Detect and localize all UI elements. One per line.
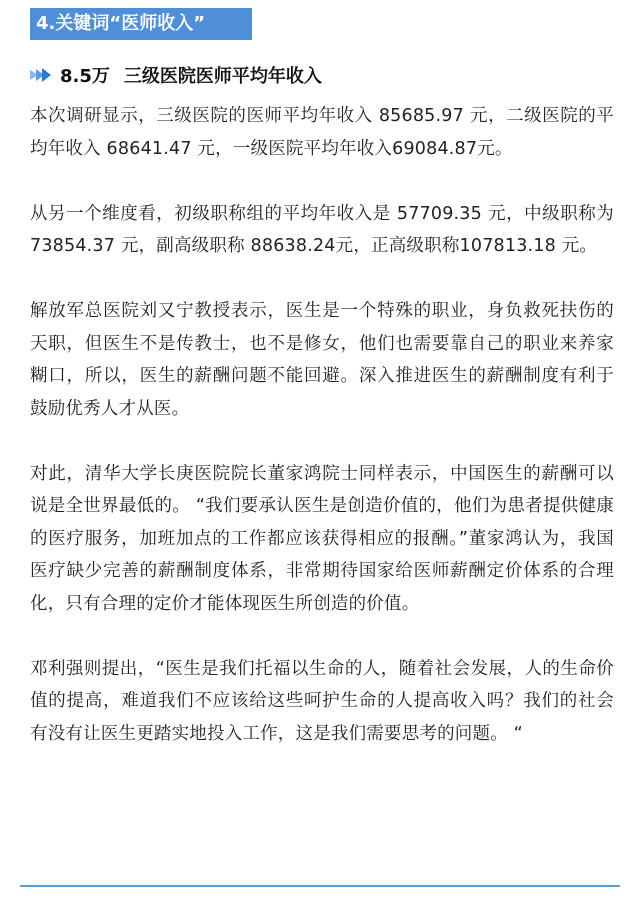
paragraph-hospital-income: 本次调研显示，三级医院的医师平均年收入 85685.97 元，二级医院的平均年收入 68641.47 元，一级医院平均年收入69084.87元。 <box>30 106 614 159</box>
subheading-title: 三级医院医师平均年收入 <box>123 66 322 87</box>
subheading <box>30 60 322 90</box>
bottom-divider <box>20 885 620 887</box>
paragraph-deng-liqiang: 邓利强则提出，“医生是我们托福以生命的人，随着社会发展，人的生命价值的提高，难道我们不应该给这些呵护生命的人提高收入吗？我们的社会有没有让医生更踏实地投入工作，这是我们需要思考的问题。 “ <box>30 658 614 744</box>
income-highlight-value: 8.5万 <box>60 66 110 87</box>
article-body <box>30 100 614 750</box>
double-arrow-icon <box>30 68 52 82</box>
paragraph-dong-jiahong: 对此，清华大学长庚医院院长董家鸿院士同样表示，中国医生的薪酬可以说是全世界最低的。 “我们要承认医生是创造价值的，他们为患者提供健康的医疗服务，加班加点的工作都应该获得相应的报酬。”董家鸿认为，我国医疗缺少完善的薪酬制度体系，非常期待国家给医师薪酬定价体系的合理化，只有合理的定价才能体现医生所创造的价值。 <box>30 463 614 614</box>
section-title-tag: 4.关键词“医师收入” <box>30 8 252 40</box>
paragraph-liu-youning: 解放军总医院刘又宁教授表示，医生是一个特殊的职业，身负救死扶伤的天职，但医生不是传教士，也不是修女，他们也需要靠自己的职业来养家糊口，所以，医生的薪酬问题不能回避。深入推进医生的薪酬制度有利于鼓励优秀人才从医。 <box>30 301 614 419</box>
paragraph-title-income: 从另一个维度看，初级职称组的平均年收入是 57709.35 元，中级职称为 73854.37 元，副高级职称 88638.24元，正高级职称107813.18 元。 <box>30 203 614 256</box>
